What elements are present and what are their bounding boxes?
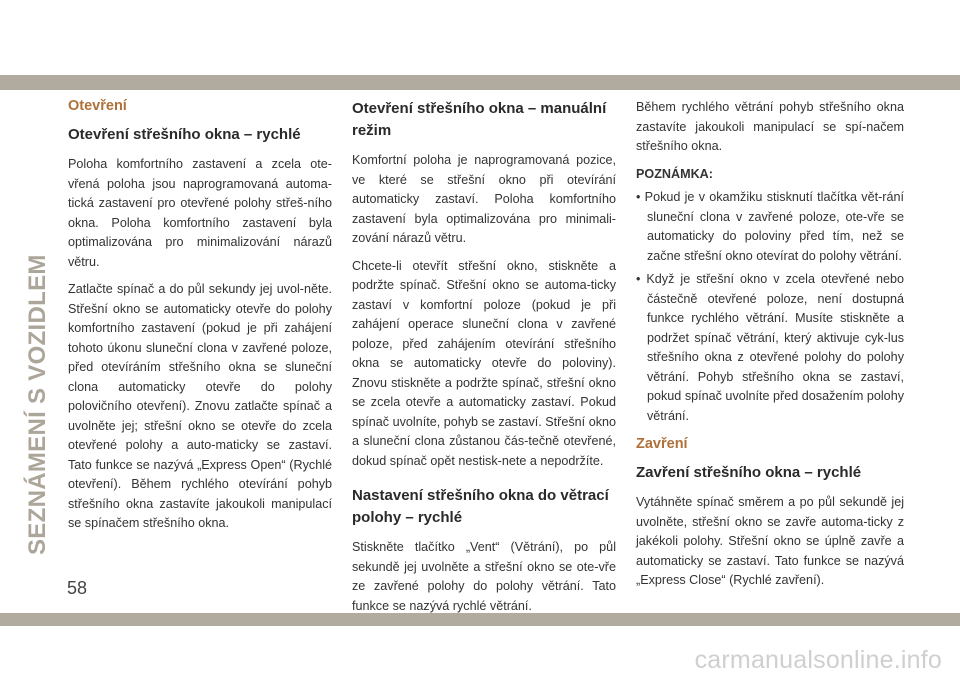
paragraph: Poloha komfortního zastavení a zcela ote-vřená poloha jsou naprogramovaná automa-tická zastavení pro otevřené polohy střeš-ního okna. Poloha komfortního zastavení byla optimalizována pro minimalizování nárazů větru. xyxy=(68,157,332,269)
paragraph: Vytáhněte spínač směrem a po půl sekundě jej uvolněte, střešní okno se zavře automa-ticky z jakékoli polohy. Střešní okno se úplně zavře a automaticky se zastaví. Tato funkce se nazývá „Express Close“ (Rychlé zavření). xyxy=(636,495,904,587)
note-title: POZNÁMKA: xyxy=(636,166,713,181)
list-item: • Pokud je v okamžiku stisknutí tlačítka vět-rání sluneční clona v zavřené poloze, ote-vře se automaticky do poloviny před tím, než se začne střešní okno otevírat do polohy větrání. xyxy=(636,190,904,263)
top-margin xyxy=(0,0,960,75)
top-header-bar xyxy=(0,75,960,90)
section-heading-close: Zavření xyxy=(636,436,688,452)
subheading-express-close: Zavření střešního okna – rychlé xyxy=(636,464,862,481)
section-heading-open: Otevření xyxy=(68,98,127,114)
subheading-manual-open: Otevření střešního okna – manuální režim xyxy=(352,100,607,139)
paragraph: Chcete-li otevřít střešní okno, stiskněte a podržte spínač. Střešní okno se automa-ticky zastaví v komfortní poloze (pokud je při zahájení operace sluneční clona v zavřené poloze, před zahájením otevírání střešního okna se automaticky otevře do poloviny). Znovu stiskněte a podržte spínač, střešní okno se zcela otevře a automaticky zastaví. Pokud spínač uvolníte, pohyb se zastaví. Střešní okno a sluneční clona zůstanou čás-tečně otevřené, dokud spínač opět nestisk-nete a nepodržíte. xyxy=(352,258,616,468)
page-number: 58 xyxy=(67,578,88,598)
watermark-text: carmanualsonline.info xyxy=(694,646,942,674)
paragraph: Stiskněte tlačítko „Vent“ (Větrání), po půl sekundě jej uvolněte a střešní okno se ote-vře ze zavřené polohy do polohy větrání. Tato funkce se nazývá rychlé větrání. xyxy=(352,540,616,613)
note-list xyxy=(636,188,904,426)
bottom-footer-bar xyxy=(0,613,960,626)
subheading-express-vent: Nastavení střešního okna do větrací polohy – rychlé xyxy=(352,487,609,526)
list-item: • Když je střešní okno v zcela otevřené nebo částečně otevřené poloze, není dostupná funkce rychlého větrání. Musíte stiskněte a podržet spínač větrání, který aktivuje cyk-lus střešního okna z otevřené polohy do polohy větrání. Pohyb střešního okna se zastaví, pokud spínač uvolníte před dosažením polohy větrání. xyxy=(636,272,904,423)
subheading-express-open: Otevření střešního okna – rychlé xyxy=(68,126,301,143)
paragraph: Komfortní poloha je naprogramovaná pozice, ve které se střešní okno při otevírání automaticky zastaví. Poloha komfortního zastavení byla optimalizována pro minimali-zování nárazů větru. xyxy=(352,153,616,245)
paragraph: Během rychlého větrání pohyb střešního okna zastavíte jakoukoli manipulací se spí-načem střešního okna. xyxy=(636,100,904,153)
column-3 xyxy=(636,98,904,599)
column-1 xyxy=(68,98,332,542)
paragraph: Zatlačte spínač a do půl sekundy jej uvol-něte. Střešní okno se automaticky otevře do polohy komfortního zastavení (pokud je při zahájení tohoto úkonu sluneční clona v zavřené poloze, před otevíráním střešního okna se sluneční clona automaticky otevře do polohy polovičního otevření). Znovu zatlačte spínač a uvolněte jej; střešní okno se otevře do zcela otevřené polohy a auto-maticky se zastaví. Tato funkce se nazývá „Express Open“ (Rychlé otevření). Během rychlého otevírání pohyb střešního okna zastavíte jakoukoli manipulací se spínačem střešního okna. xyxy=(68,282,332,530)
column-2 xyxy=(352,98,616,624)
chapter-side-title: SEZNÁMENÍ S VOZIDLEM xyxy=(24,254,51,555)
